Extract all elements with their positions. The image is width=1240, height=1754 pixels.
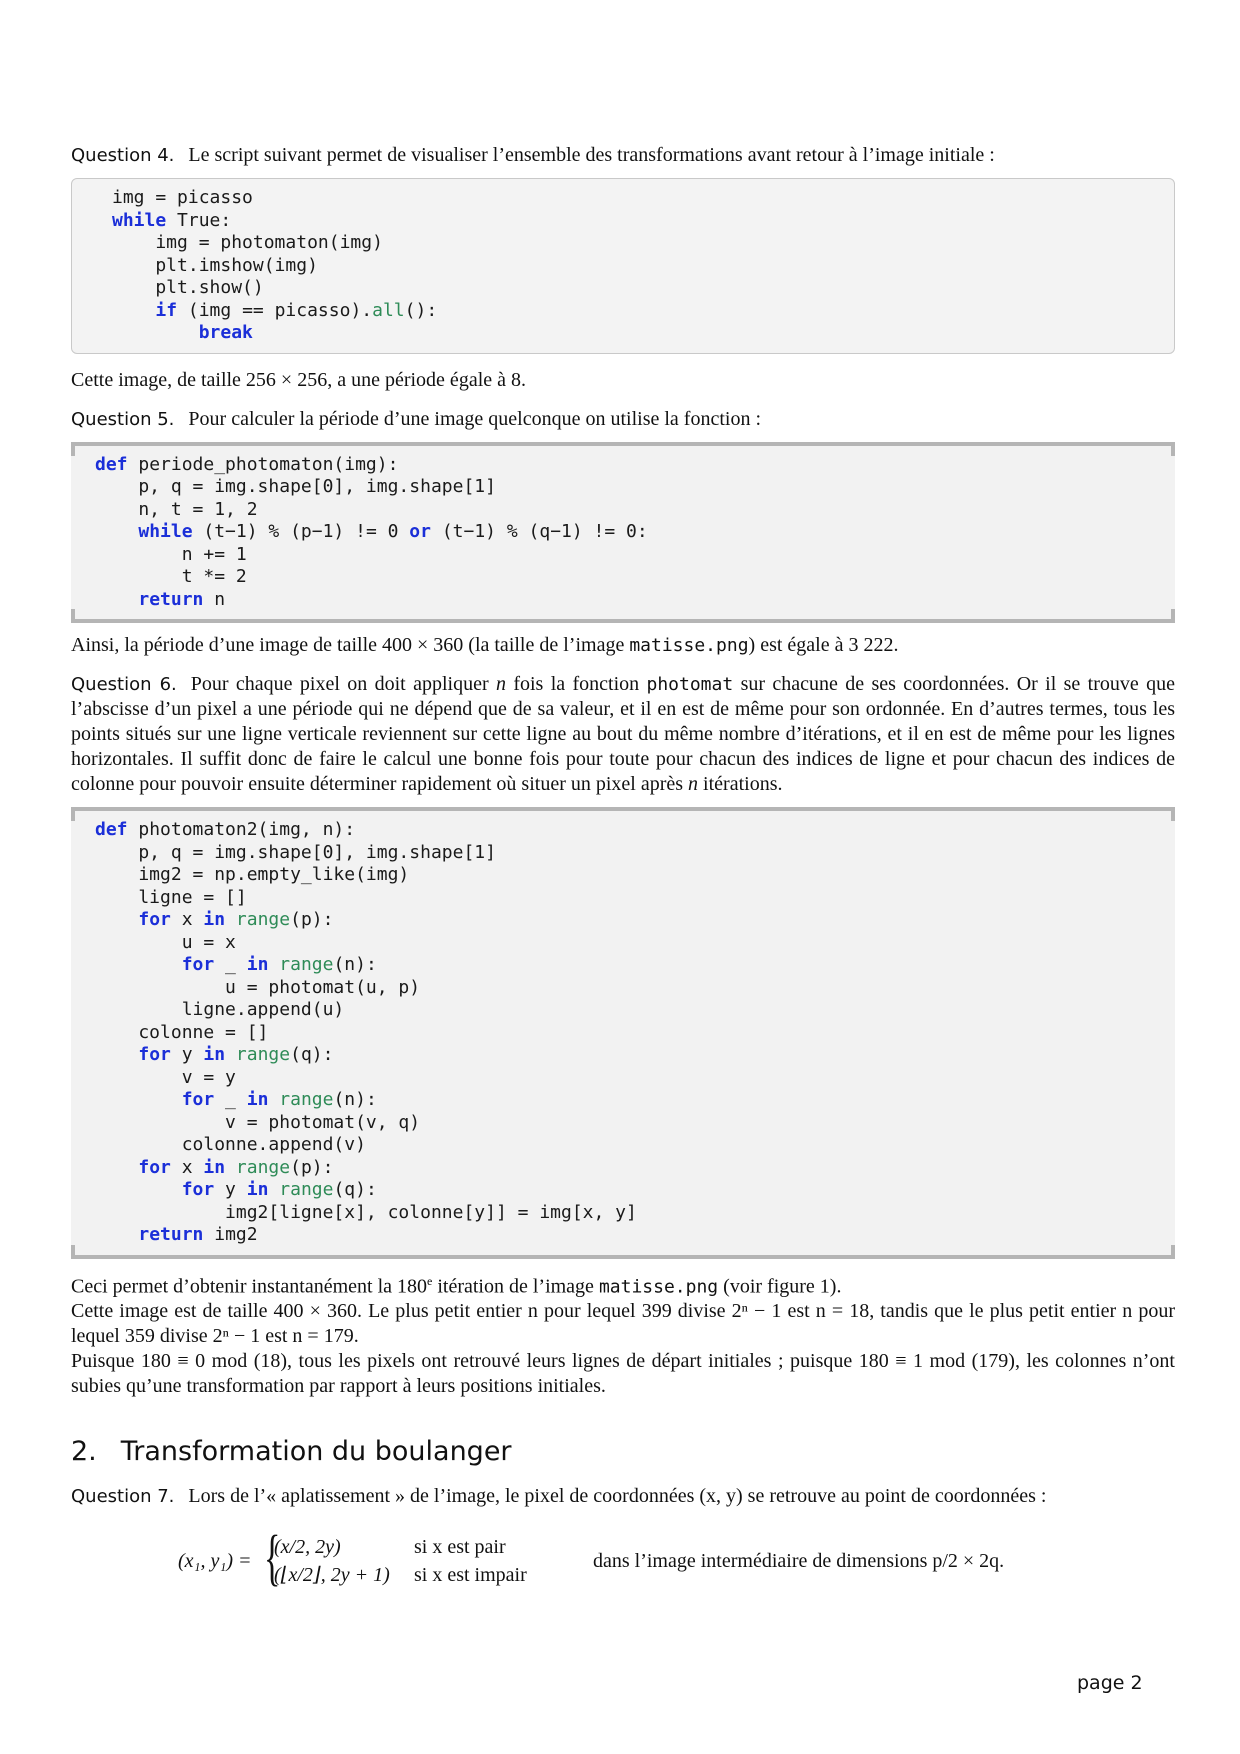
q4-code-block [71, 178, 1175, 354]
code-line: return n [138, 588, 226, 610]
code-line: return img2 [138, 1224, 258, 1245]
code-line: def periode_photomaton(img): [95, 453, 399, 475]
code-line: p, q = img.shape[0], img.shape[1] [95, 476, 496, 497]
q6-code-block [71, 807, 1175, 1259]
code-line: for y in range(q): [181, 1179, 377, 1200]
formula-description: dans l’image intermédiaire de dimensions p/2 × 2q. [593, 1550, 1005, 1573]
code-line: ligne = [] [95, 886, 247, 908]
code-line: def photomaton2(img, n): [95, 819, 356, 840]
q4-text: Le script suivant permet de visualiser l’ensemble des transformations avant retour à l’image initiale : [188, 144, 995, 166]
q4-label: Question 4. [71, 145, 175, 166]
q6-n-1: n [495, 673, 506, 695]
formula-case-1: (x/2, 2y) [274, 1536, 341, 1559]
code-line: v = photomat(v, q) [95, 1111, 421, 1133]
q6-text-1: Pour chaque pixel on doit appliquer [190, 673, 496, 695]
formula-lhs: (x₁, y₁) = [178, 1550, 252, 1573]
q5-text: Pour calculer la période d’une image quelconque on utilise la fonction : [188, 407, 761, 430]
code-line: while (t−1) % (p−1) != 0 or (t−1) % (q−1) != 0: [138, 521, 648, 542]
document-page [71, 143, 1175, 1597]
q6-text-4: itérations. [698, 773, 783, 795]
q6-after-2: Cette image est de taille 400 × 360. Le plus petit entier n pour lequel 399 divise 2ⁿ − 1 est n = 18, tandis que le plus petit entier n pour lequel 359 divise 2ⁿ − 1 est n = 179. [71, 1300, 1175, 1348]
page-number: page 2 [1077, 1672, 1143, 1694]
code-line: t *= 2 [95, 566, 247, 587]
q6-text-3: sur chacune de ses coordonnées. Or il se trouve que l’abscisse d’un pixel a une période qui ne dépend que de sa valeur, et il en est de même pour son ordonnée. En d’autres termes, tous les points situés sur une ligne verticale reviennent sur cette ligne au bout du même nombre d’itérations, et il en est de même pour les lignes horizontales. Il suffit donc de faire le calcul une bonne fois pour toute pour chacun des indices de ligne et pour chacun des indices de colonne pour pouvoir ensuite déterminer rapidement où situer un pixel après [71, 673, 1175, 795]
code-line: img2 = np.empty_like(img) [95, 864, 410, 885]
formula-condition-1: si x est pair [414, 1536, 506, 1559]
q4-after: Cette image, de taille 256 × 256, a une période égale à 8. [71, 368, 526, 391]
q6-function-name: photomat [646, 674, 734, 695]
q6-after-1-sup: e [427, 1273, 433, 1288]
code-line: break [198, 322, 253, 343]
q7-paragraph [71, 1484, 1175, 1509]
code-line: if (img == picasso).all(): [155, 299, 438, 321]
q5-after [71, 633, 1175, 658]
left-brace-symbol: { [264, 1524, 281, 1593]
section-number: 2. [71, 1436, 97, 1468]
formula-case-2: (⌊x/2⌋, 2y + 1) [274, 1564, 390, 1587]
q5-code-block [71, 442, 1175, 624]
code-line: plt.show() [112, 277, 264, 298]
code-line: u = photomat(u, p) [95, 976, 421, 998]
code-line: img = picasso [112, 187, 253, 208]
q6-after-1-a: Ceci permet d’obtenir instantanément la 180 [71, 1275, 427, 1298]
q5-paragraph [71, 407, 1175, 432]
code-line: v = y [95, 1066, 236, 1088]
code-line: for x in range(p): [138, 1156, 334, 1178]
q7-label: Question 7. [71, 1486, 175, 1508]
q7-formula [71, 1524, 1175, 1597]
q6-after-1 [71, 1269, 1175, 1300]
code-line: colonne.append(v) [95, 1134, 366, 1155]
section-title: Transformation du boulanger [120, 1436, 512, 1468]
code-line: n, t = 1, 2 [95, 498, 258, 520]
code-line: for _ in range(n): [181, 954, 377, 975]
q5-after-text-b: ) est égale à 3 222. [748, 634, 899, 656]
q6-text-2: fois la fonction [505, 673, 647, 695]
q6-after-1-c: (voir figure 1). [718, 1275, 842, 1298]
code-line: plt.imshow(img) [112, 254, 318, 276]
code-line: while True: [112, 209, 232, 231]
q5-after-text-a: Ainsi, la période d’une image de taille 400 × 360 (la taille de l’image [71, 634, 630, 656]
q6-after-1-b: itération de l’image [432, 1275, 599, 1298]
q5-after-filename: matisse.png [629, 635, 749, 656]
q6-label: Question 6. [71, 674, 177, 695]
q5-label: Question 5. [71, 408, 175, 430]
code-line: ligne.append(u) [95, 999, 345, 1020]
code-line: u = x [95, 931, 236, 953]
q6-after-1-filename: matisse.png [598, 1276, 719, 1298]
code-line: for y in range(q): [138, 1044, 334, 1065]
code-line: img = photomaton(img) [112, 232, 383, 253]
code-line: p, q = img.shape[0], img.shape[1] [95, 841, 496, 863]
q7-text: Lors de l’« aplatissement » de l’image, le pixel de coordonnées (x, y) se retrouve au point de coordonnées : [188, 1485, 1047, 1508]
code-line: img2[ligne[x], colonne[y]] = img[x, y] [95, 1201, 637, 1223]
q6-paragraph [71, 672, 1175, 797]
code-line: for x in range(p): [138, 909, 334, 930]
section-heading [71, 1436, 1175, 1468]
code-line: colonne = [] [95, 1021, 269, 1043]
q6-after-3: Puisque 180 ≡ 0 mod (18), tous les pixels ont retrouvé leurs lignes de départ initiales ; puisque 180 ≡ 1 mod (179), les colonnes n’ont subies qu’une transformation par rapport à leurs positions initiales. [71, 1350, 1175, 1398]
q4-paragraph [71, 143, 1175, 168]
code-line: n += 1 [95, 543, 247, 565]
q6-n-2: n [688, 773, 699, 795]
formula-condition-2: si x est impair [414, 1564, 527, 1587]
code-line: for _ in range(n): [181, 1089, 377, 1110]
